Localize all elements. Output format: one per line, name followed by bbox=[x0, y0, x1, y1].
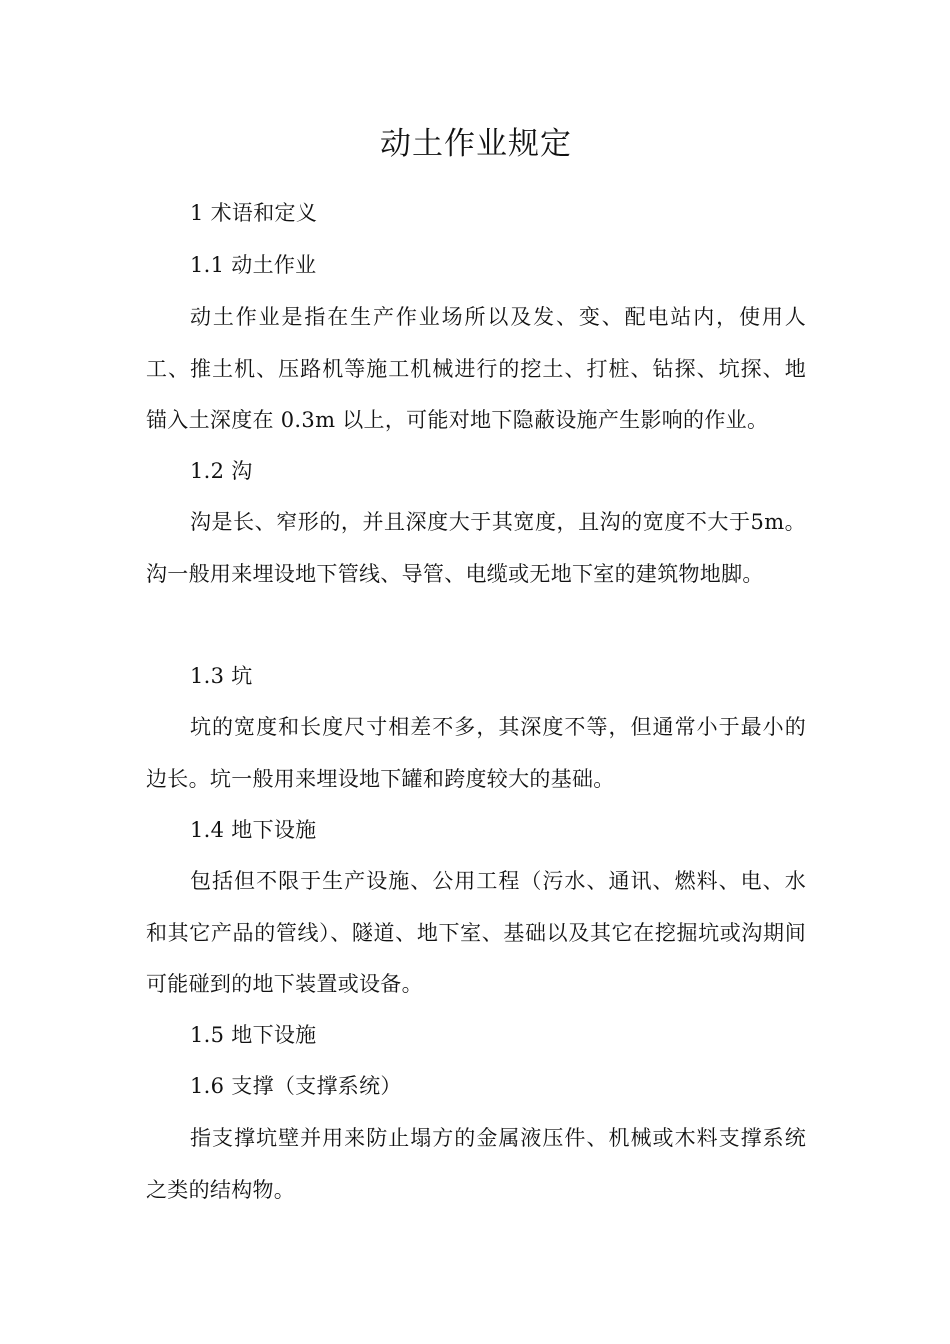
document-title: 动土作业规定 bbox=[380, 126, 572, 162]
section-heading-1-3: 1.3 坑 bbox=[190, 664, 253, 688]
section-heading-1-6: 1.6 支撑（支撑系统） bbox=[190, 1074, 402, 1098]
section-heading-1-1: 1.1 动土作业 bbox=[190, 253, 317, 277]
paragraph-earthwork-definition: 动土作业是指在生产作业场所以及发、变、配电站内，使用人工、推土机、压路机等施工机械进行的挖土、打桩、钻探、坑探、地锚入土深度在 0.3m 以上，可能对地下隐蔽设施产生影响的作业。 bbox=[146, 305, 806, 432]
section-heading-1-2: 1.2 沟 bbox=[190, 459, 253, 483]
paragraph-trench-definition: 沟是长、窄形的，并且深度大于其宽度，且沟的宽度不大于5m。沟一般用来埋设地下管线、导管、电缆或无地下室的建筑物地脚。 bbox=[146, 510, 806, 586]
paragraph-support-system: 指支撑坑壁并用来防止塌方的金属液压件、机械或木料支撑系统之类的结构物。 bbox=[146, 1126, 806, 1202]
paragraph-underground-facilities: 包括但不限于生产设施、公用工程（污水、通讯、燃料、电、水和其它产品的管线）、隧道、地下室、基础以及其它在挖掘坑或沟期间可能碰到的地下装置或设备。 bbox=[146, 869, 806, 996]
section-heading-1-5: 1.5 地下设施 bbox=[190, 1023, 317, 1047]
section-heading-1: 1 术语和定义 bbox=[190, 201, 318, 225]
section-heading-1-4: 1.4 地下设施 bbox=[190, 818, 317, 842]
paragraph-pit-definition: 坑的宽度和长度尺寸相差不多，其深度不等，但通常小于最小的边长。坑一般用来埋设地下罐和跨度较大的基础。 bbox=[146, 715, 806, 791]
